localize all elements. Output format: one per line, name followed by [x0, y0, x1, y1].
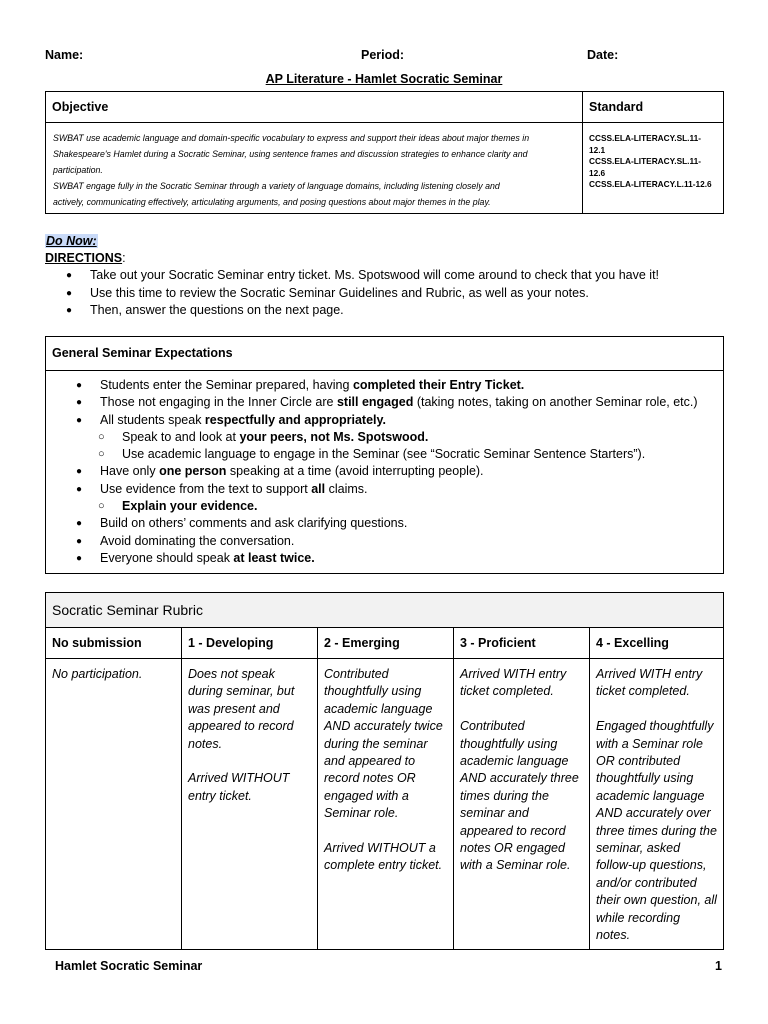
objective-line: participation.	[53, 165, 103, 175]
list-item: ● Then, answer the questions on the next page.	[66, 302, 659, 320]
rubric-title: Socratic Seminar Rubric	[46, 593, 724, 628]
objective-header: Objective	[46, 92, 583, 123]
list-item: ● Those not engaging in the Inner Circle are still engaged (taking notes, taking on another Seminar role, etc.)	[76, 394, 723, 411]
directions-list	[66, 267, 659, 320]
expectations-title: General Seminar Expectations	[46, 337, 723, 371]
page-title: AP Literature - Hamlet Socratic Seminar	[265, 72, 503, 86]
sub-list-item: ○ Explain your evidence.	[98, 498, 723, 515]
directions-heading	[45, 251, 126, 265]
rubric-column-header: 2 - Emerging	[318, 628, 454, 659]
page-number: 1	[715, 959, 722, 973]
rubric-column-header: 4 - Excelling	[590, 628, 724, 659]
list-item: ● Build on others’ comments and ask clarifying questions.	[76, 515, 723, 532]
objective-line: SWBAT use academic language and domain-specific vocabulary to express and support their ideas about major themes in	[53, 133, 530, 143]
list-item: ● Take out your Socratic Seminar entry ticket. Ms. Spotswood will come around to check that you have it!	[66, 267, 659, 285]
standard-code: CCSS.ELA-LITERACY.SL.11-12.6	[589, 156, 702, 178]
do-now-label: Do Now:	[46, 234, 97, 248]
sub-list-item: ○ Speak to and look at your peers, not Ms. Spotswood.	[98, 429, 723, 446]
rubric-cell: Does not speak during seminar, but was present and appeared to record notes. Arrived WITHOUT entry ticket.	[182, 659, 318, 950]
list-item: ● Everyone should speak at least twice.	[76, 550, 723, 567]
name-label: Name:	[45, 48, 84, 62]
rubric-cell: Arrived WITH entry ticket completed. Contributed thoughtfully using academic language AND accurately three times during the seminar and appeared to record notes OR engaged with a Seminar role.	[454, 659, 590, 950]
list-item: ● Students enter the Seminar prepared, having completed their Entry Ticket.	[76, 377, 723, 394]
objective-line: SWBAT engage fully in the Socratic Seminar through a variety of language domains, including listening closely and	[53, 181, 500, 191]
footer-title: Hamlet Socratic Seminar	[55, 959, 203, 973]
date-label: Date:	[587, 48, 619, 62]
standard-code: CCSS.ELA-LITERACY.SL.11-12.1	[589, 133, 702, 155]
standard-header: Standard	[583, 92, 724, 123]
rubric-cell: Contributed thoughtfully using academic language AND accurately twice during the seminar and appeared to record notes OR engaged with a Seminar role. Arrived WITHOUT a complete entry ticket.	[318, 659, 454, 950]
objective-line: actively, communicating effectively, articulating arguments, and posing questions about major themes in the play.	[53, 197, 491, 207]
rubric-column-header: 1 - Developing	[182, 628, 318, 659]
directions-label: DIRECTIONS	[45, 251, 123, 265]
objective-text	[46, 123, 583, 214]
objective-table	[45, 91, 724, 214]
standards-list	[583, 123, 724, 214]
list-item: ● Have only one person speaking at a time (avoid interrupting people).	[76, 463, 723, 480]
list-item: ● All students speak respectfully and appropriately.	[76, 412, 723, 429]
list-item: ● Use this time to review the Socratic Seminar Guidelines and Rubric, as well as your notes.	[66, 285, 659, 303]
rubric-column-header: 3 - Proficient	[454, 628, 590, 659]
rubric-cell: Arrived WITH entry ticket completed. Engaged thoughtfully with a Seminar role OR contributed thoughtfully using academic language AND accurately over three times during the seminar, asked follow-up questions, and/or contributed their own question, all while recording notes.	[590, 659, 724, 950]
expectations-list	[46, 371, 723, 573]
rubric-cell: No participation.	[46, 659, 182, 950]
list-item: ● Avoid dominating the conversation.	[76, 533, 723, 550]
rubric-column-header: No submission	[46, 628, 182, 659]
sub-list-item: ○ Use academic language to engage in the Seminar (see “Socratic Seminar Sentence Starters”).	[98, 446, 723, 463]
list-item: ● Use evidence from the text to support all claims.	[76, 481, 723, 498]
directions-colon: :	[122, 251, 126, 265]
expectations-box	[45, 336, 724, 574]
objective-line: Shakespeare's Hamlet during a Socratic Seminar, using sentence frames and discussion strategies to enhance clarity and	[53, 149, 528, 159]
period-label: Period:	[361, 48, 405, 62]
standard-code: CCSS.ELA-LITERACY.L.11-12.6	[589, 179, 712, 189]
rubric-table	[45, 592, 724, 950]
